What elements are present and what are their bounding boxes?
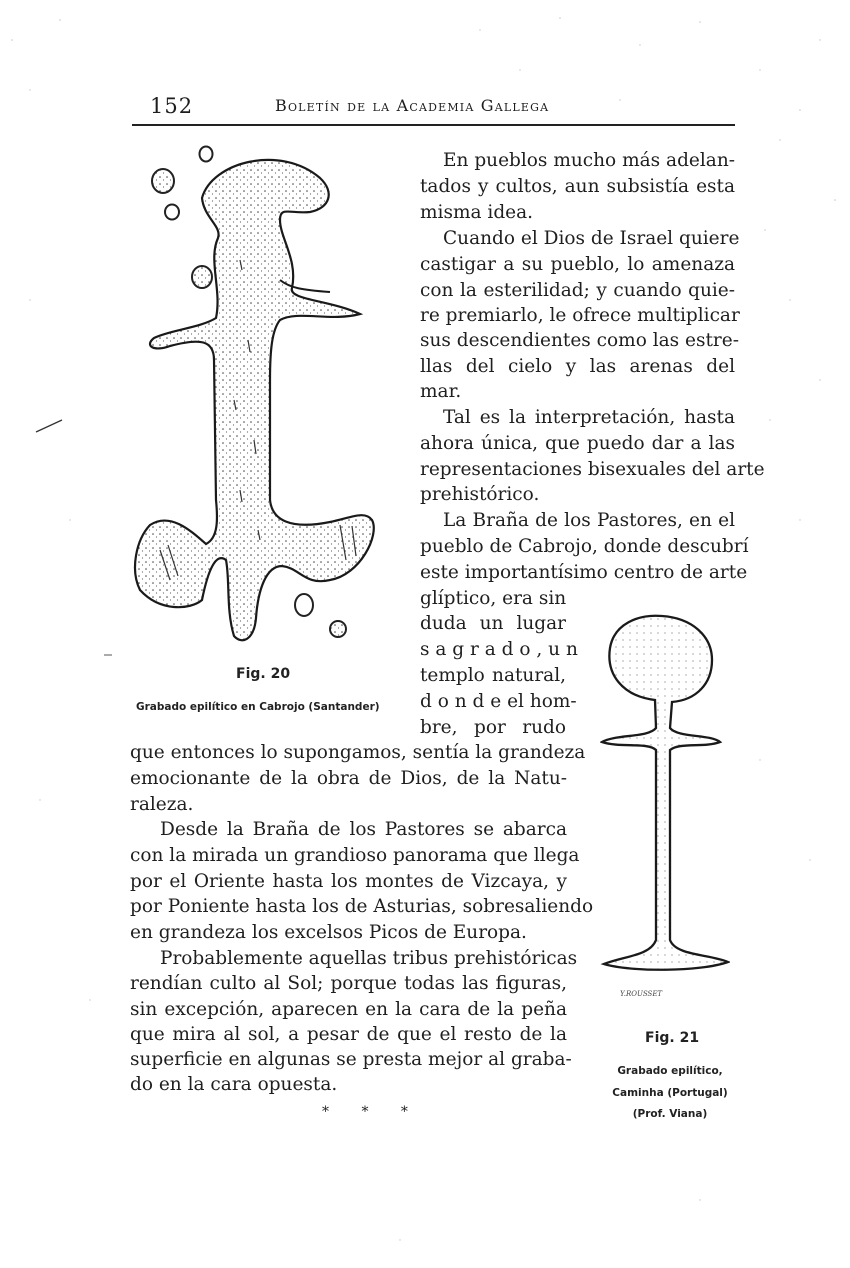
body-line: tados y cultos, aun subsistía esta: [420, 176, 735, 197]
body-line: por el Oriente hasta los montes de Vizcaya, y: [130, 871, 567, 892]
body-line: con la mirada un grandioso panorama que llega: [130, 845, 580, 866]
section-end-mark: * * *: [322, 1104, 422, 1120]
body-line: llas del cielo y las arenas del: [420, 356, 735, 377]
page-header: [150, 94, 735, 124]
body-line: glíptico, era sin: [420, 588, 567, 609]
body-line: ahora única, que puedo dar a las: [420, 433, 735, 454]
figure-20-illustration: [130, 140, 400, 650]
figure-21-caption-line-3: (Prof. Viana): [632, 1108, 708, 1120]
figure-20-caption: Grabado epilítico en Cabrojo (Santander): [136, 701, 380, 713]
body-line: En pueblos mucho más adelan-: [443, 150, 735, 171]
body-line: bre, por rudo: [420, 717, 566, 738]
body-line: por Poniente hasta los de Asturias, sobresaliendo: [130, 896, 594, 917]
body-line: que mira al sol, a pesar de que el resto de la: [130, 1024, 567, 1045]
body-line: misma idea.: [420, 202, 534, 223]
body-line: duda un lugar: [420, 613, 566, 634]
body-line: Cuando el Dios de Israel quiere: [443, 228, 740, 249]
body-line: Probablemente aquellas tribus prehistóricas: [160, 948, 578, 969]
body-line: rendían culto al Sol; porque todas las figuras,: [130, 973, 567, 994]
body-line: mar.: [420, 381, 462, 402]
body-line: d o n d e el hom-: [420, 691, 577, 712]
body-line: en grandeza los excelsos Picos de Europa.: [130, 922, 527, 943]
body-line: este importantísimo centro de arte: [420, 562, 748, 583]
body-line: raleza.: [130, 794, 194, 815]
body-line: Desde la Braña de los Pastores se abarca: [160, 819, 567, 840]
figure-21-label: Fig. 21: [645, 1030, 700, 1046]
body-line: prehistórico.: [420, 484, 540, 505]
body-line: templo natural,: [420, 665, 566, 686]
body-line: superficie en algunas se presta mejor al graba-: [130, 1049, 572, 1070]
body-line: sin excepción, aparecen en la cara de la peña: [130, 999, 567, 1020]
figure-20-label: Fig. 20: [236, 666, 291, 682]
figure-21-caption-line-2: Caminha (Portugal): [612, 1087, 728, 1099]
figure-21-illustration: [600, 610, 730, 980]
body-line: do en la cara opuesta.: [130, 1074, 338, 1095]
body-line: emocionante de la obra de Dios, de la Natu-: [130, 768, 567, 789]
body-line: Tal es la interpretación, hasta: [443, 407, 735, 428]
running-title: Boletín de la Academia Gallega: [275, 96, 550, 115]
body-line: re premiarlo, le ofrece multiplicar: [420, 305, 740, 326]
body-line: s a g r a d o , u n: [420, 639, 578, 660]
body-line: con la esterilidad; y cuando quie-: [420, 280, 735, 301]
body-line: sus descendientes como las estre-: [420, 330, 739, 351]
figure-21-caption-line-1: Grabado epilítico,: [617, 1065, 723, 1077]
body-line: que entonces lo supongamos, sentía la grandeza: [130, 742, 586, 763]
figure-21-signature: Y.ROUSSET: [620, 990, 663, 998]
page-number: 152: [150, 94, 194, 118]
header-rule: [132, 124, 735, 126]
body-line: representaciones bisexuales del arte: [420, 459, 765, 480]
body-line: La Braña de los Pastores, en el: [443, 510, 735, 531]
body-line: pueblo de Cabrojo, donde descubrí: [420, 536, 749, 557]
body-line: castigar a su pueblo, lo amenaza: [420, 254, 735, 275]
